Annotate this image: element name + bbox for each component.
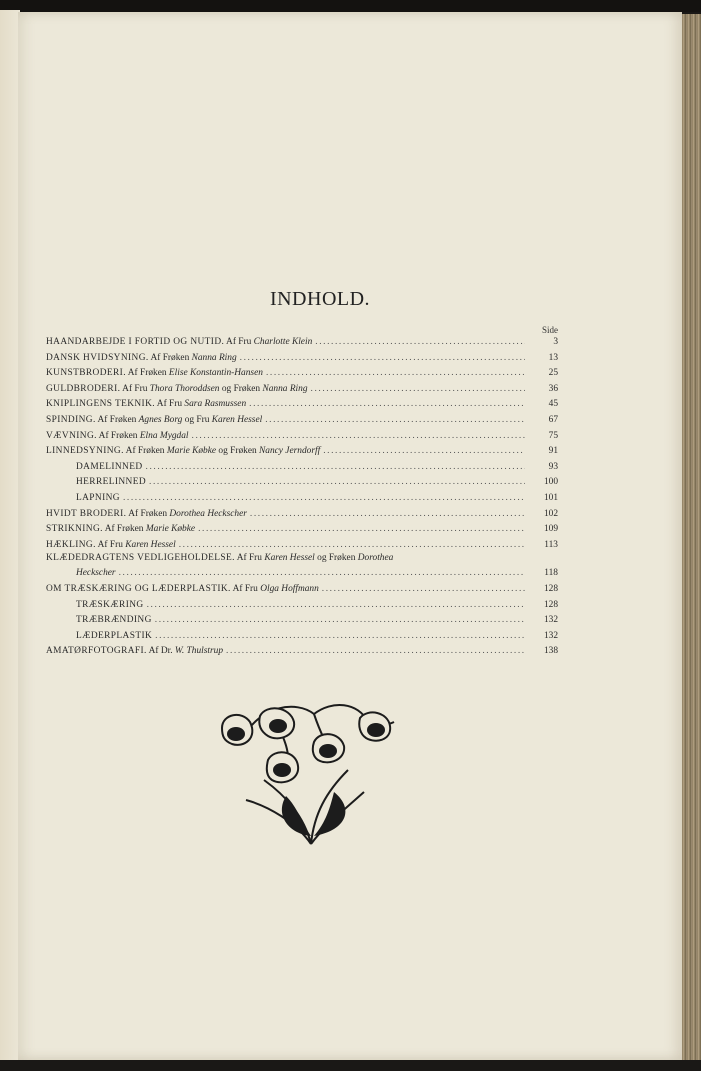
page-number: 101 — [543, 492, 558, 503]
toc-entry — [46, 378, 558, 394]
byline-text: og Frøken — [314, 552, 358, 563]
toc-entry-title — [76, 615, 152, 625]
section-title: GULDBRODERI. — [46, 383, 121, 394]
facing-page-edge — [0, 10, 20, 1071]
dot-leader — [155, 631, 525, 641]
dot-leader — [249, 399, 525, 409]
dot-leader — [198, 524, 525, 534]
author-name: Nancy Jerndorff — [259, 446, 321, 457]
byline-text: Af Frøken — [126, 508, 170, 519]
toc-entry — [46, 409, 558, 425]
author-name: Karen Hessel — [125, 539, 176, 550]
page-column-label: Side — [541, 325, 558, 335]
page-number: 3 — [553, 337, 558, 347]
toc-entry — [46, 550, 558, 563]
page-number: 67 — [548, 414, 558, 425]
toc-entry-title — [46, 399, 246, 409]
byline-text: Af Frøken — [102, 524, 146, 535]
section-title: KLÆDEDRAGTENS VEDLIGEHOLDELSE. — [46, 552, 235, 563]
page-number: 128 — [543, 599, 558, 610]
author-name: Olga Hoffmann — [260, 583, 319, 594]
byline-text: Af Frøken — [125, 368, 169, 379]
page-number: 102 — [543, 508, 558, 519]
page-number: 128 — [543, 583, 558, 594]
dot-leader — [266, 368, 525, 378]
author-name: Karen Hessel — [211, 414, 263, 425]
byline-text: Af Fru — [95, 539, 126, 550]
toc-entry — [46, 394, 558, 410]
toc-entry — [46, 625, 558, 641]
section-title: HERRELINNED — [76, 477, 147, 488]
author-name: Elna Mygdal — [139, 430, 189, 441]
dot-leader — [322, 584, 525, 594]
toc-entry-title — [76, 462, 143, 472]
dot-leader — [315, 337, 525, 347]
toc-entry — [46, 456, 558, 472]
toc-entry — [46, 594, 558, 610]
dot-leader — [311, 384, 525, 394]
author-name: Thora Thoroddsen — [149, 383, 220, 394]
page-number: 93 — [548, 461, 558, 472]
toc-entry — [46, 563, 558, 579]
section-title: LAPNING — [76, 492, 120, 503]
dot-leader — [250, 509, 525, 519]
toc-entry-title — [76, 477, 146, 487]
toc-entry — [46, 578, 558, 594]
byline-text: Af Fru — [120, 383, 150, 394]
page-number: 75 — [548, 430, 558, 441]
byline-text: og Frøken — [216, 446, 260, 457]
toc-entry-title — [46, 384, 308, 394]
toc-entry-title — [46, 415, 262, 425]
author-name: Agnes Borg — [138, 414, 183, 425]
section-title: TRÆBRÆNDING — [76, 615, 152, 626]
author-name: Karen Hessel — [264, 552, 315, 563]
toc-entry — [46, 487, 558, 503]
page-number: 118 — [544, 568, 558, 579]
dot-leader — [119, 568, 525, 578]
toc-entry-title — [46, 368, 263, 378]
dot-leader — [323, 446, 525, 456]
toc-entry-title — [46, 524, 195, 534]
author-name: Dorothea — [357, 552, 394, 563]
author-name: Elise Konstantin-Hansen — [168, 368, 263, 379]
page-number: 109 — [543, 524, 558, 535]
author-name: Dorothea Heckscher — [169, 508, 247, 519]
section-title: STRIKNING. — [46, 524, 103, 535]
ornament-icon — [216, 696, 402, 848]
book-page-stack-edge — [682, 14, 701, 1060]
dot-leader — [240, 353, 525, 363]
toc-entry — [46, 503, 558, 519]
page-number: 45 — [548, 399, 558, 410]
toc-entry-title — [46, 353, 237, 363]
page-number: 100 — [543, 477, 558, 488]
section-title: HVIDT BRODERI. — [46, 508, 127, 519]
dot-leader — [179, 540, 525, 550]
author-name: Nanna Ring — [191, 352, 237, 363]
toc-entry — [46, 335, 558, 347]
toc-entry-title — [76, 631, 152, 641]
section-title: TRÆSKÆRING — [76, 599, 144, 610]
toc-entry-title — [46, 509, 247, 519]
byline-text: Af Fru — [224, 337, 254, 347]
section-title: SPINDING. — [46, 414, 96, 425]
byline-text: Af Frøken — [95, 414, 139, 425]
byline-text: og Fru — [182, 414, 212, 425]
byline-text: Af Frøken — [123, 446, 167, 457]
page-title: INDHOLD. — [269, 288, 371, 310]
byline-text: Af Frøken — [148, 352, 192, 363]
page-number: 138 — [543, 646, 558, 657]
dot-leader — [123, 493, 525, 503]
page-number: 36 — [548, 383, 558, 394]
page-number: 132 — [543, 630, 558, 641]
section-title: OM TRÆSKÆRING OG LÆDERPLASTIK. — [46, 583, 231, 594]
scan-bottom-border — [0, 1060, 701, 1071]
section-title: KUNSTBRODERI. — [46, 368, 126, 379]
page-number: 25 — [548, 368, 558, 379]
byline-text: og Frøken — [219, 383, 263, 394]
author-name: Charlotte Klein — [253, 337, 313, 347]
scan-top-border — [0, 0, 701, 12]
author-name: Marie Købke — [166, 446, 217, 457]
section-title: KNIPLINGENS TEKNIK. — [46, 399, 155, 410]
toc-entry-title — [76, 600, 144, 610]
section-title: VÆVNING. — [46, 430, 97, 441]
toc-entry — [46, 610, 558, 626]
toc-entry-title — [46, 540, 176, 550]
section-title: HÆKLING. — [46, 539, 96, 550]
toc-entry-title — [76, 493, 120, 503]
section-title: LINNEDSYNING. — [46, 446, 124, 457]
dot-leader — [149, 477, 525, 487]
toc-entry — [46, 641, 558, 657]
toc-entry-title — [46, 584, 319, 594]
dot-leader — [147, 600, 525, 610]
author-name: Sara Rasmussen — [184, 399, 247, 410]
toc-entry-title — [46, 446, 320, 456]
section-title: DAMELINNED — [76, 461, 143, 472]
author-name: Nanna Ring — [262, 383, 308, 394]
byline-text: Af Frøken — [96, 430, 140, 441]
author-name: Marie Købke — [145, 524, 196, 535]
page-number: 13 — [548, 352, 558, 363]
toc-entry — [46, 472, 558, 488]
dot-leader — [265, 415, 525, 425]
byline-text: Af Fru — [154, 399, 185, 410]
toc-entry — [46, 519, 558, 535]
dot-leader — [192, 431, 525, 441]
author-name: Heckscher — [76, 568, 116, 579]
dot-leader — [226, 646, 525, 656]
page-number: 113 — [544, 539, 558, 550]
dot-leader — [155, 615, 525, 625]
page-number: 132 — [543, 615, 558, 626]
toc-entry — [46, 347, 558, 363]
toc-entry — [46, 425, 558, 441]
toc-entry — [46, 441, 558, 457]
section-title: LÆDERPLASTIK — [76, 630, 153, 641]
section-title: HAANDARBEJDE I FORTID OG NUTID. — [46, 337, 225, 347]
author-name: W. Thulstrup — [174, 646, 224, 657]
section-title: DANSK HVIDSYNING. — [46, 352, 149, 363]
page-number: 91 — [548, 446, 558, 457]
dot-leader — [146, 462, 526, 472]
section-title: AMATØRFOTOGRAFI. — [46, 646, 147, 657]
toc-entry-title — [46, 646, 223, 656]
toc-entry — [46, 534, 558, 550]
table-of-contents — [46, 335, 558, 656]
byline-text: Af Dr. — [146, 646, 175, 657]
byline-text: Af Fru — [230, 583, 261, 594]
byline-text: Af Fru — [234, 552, 265, 563]
toc-entry-title — [76, 568, 116, 578]
toc-entry-title — [46, 337, 312, 347]
toc-entry — [46, 363, 558, 379]
toc-entry-title — [46, 431, 189, 441]
toc-entry-title — [46, 553, 393, 563]
